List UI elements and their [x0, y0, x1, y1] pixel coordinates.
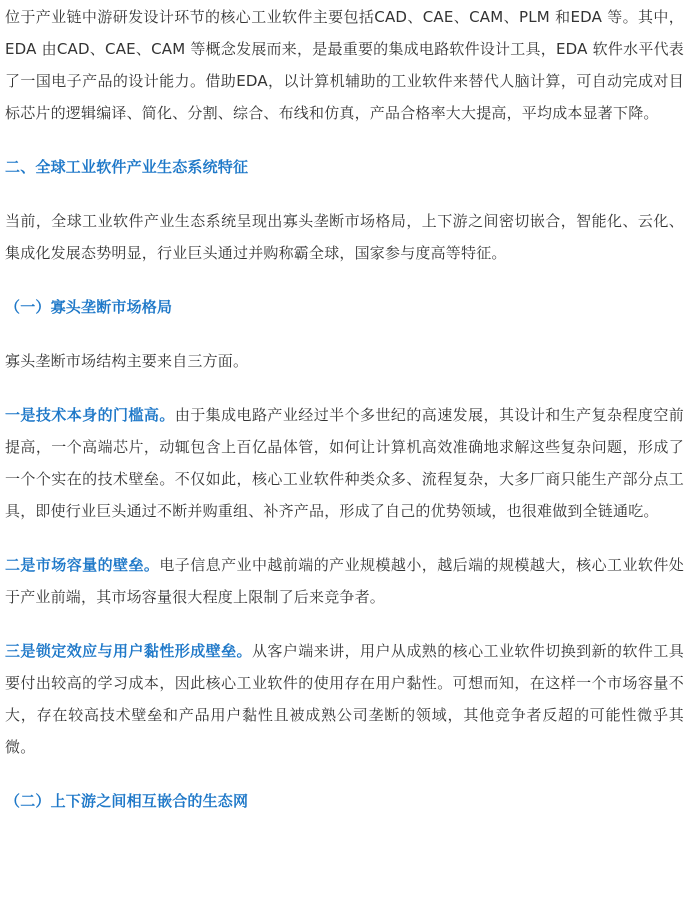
point-paragraph-lockin: [5, 635, 684, 763]
section-intro-paragraph: 当前，全球工业软件产业生态系统呈现出寡头垄断市场格局，上下游之间密切嵌合，智能化、云化、集成化发展态势明显，行业巨头通过并购称霸全球，国家参与度高等特征。: [5, 212, 684, 262]
section-heading: 二、全球工业软件产业生态系统特征: [5, 158, 249, 176]
point-lead-lockin: 三是锁定效应与用户黏性形成壁垒。: [5, 642, 252, 660]
subsection-heading-oligopoly: （一）寡头垄断市场格局: [5, 298, 173, 316]
point-body-technology: 由于集成电路产业经过半个多世纪的高速发展，其设计和生产复杂程度空前提高，一个高端芯片，动辄包含上百亿晶体管，如何让计算机高效准确地求解这些复杂问题，形成了一个个实在的技术壁垒。不仅如此，核心工业软件种类众多、流程复杂，大多厂商只能生产部分点工具，即使行业巨头通过不断并购重组、补齐产品，形成了自己的优势领域，也很难做到全链通吃。: [5, 406, 684, 520]
point-lead-technology: 一是技术本身的门槛高。: [5, 406, 175, 424]
subsection-intro-paragraph: 寡头垄断市场结构主要来自三方面。: [5, 352, 249, 370]
intro-paragraph: 位于产业链中游研发设计环节的核心工业软件主要包括CAD、CAE、CAM、PLM 和EDA 等。其中，EDA 由CAD、CAE、CAM 等概念发展而来，是最重要的集成电路软件设计工具，EDA 软件水平代表了一国电子产品的设计能力。借助EDA，以计算机辅助的工业软件来替代人脑计算，可自动完成对目标芯片的逻辑编译、简化、分割、综合、布线和仿真，产品合格率大大提高，平均成本显著下降。: [5, 8, 684, 122]
point-lead-market: 二是市场容量的壁垒。: [5, 556, 160, 574]
point-body-lockin: 从客户端来讲，用户从成熟的核心工业软件切换到新的软件工具要付出较高的学习成本，因此核心工业软件的使用存在用户黏性。可想而知，在这样一个市场容量不大，存在较高技术壁垒和产品用户黏性且被成熟公司垄断的领域，其他竞争者反超的可能性微乎其微。: [5, 642, 684, 756]
point-paragraph-market: [5, 549, 684, 613]
point-body-market: 电子信息产业中越前端的产业规模越小，越后端的规模越大，核心工业软件处于产业前端，其市场容量很大程度上限制了后来竞争者。: [5, 556, 684, 606]
point-paragraph-technology: [5, 399, 684, 527]
subsection-heading-ecosystem: （二）上下游之间相互嵌合的生态网: [5, 792, 249, 810]
